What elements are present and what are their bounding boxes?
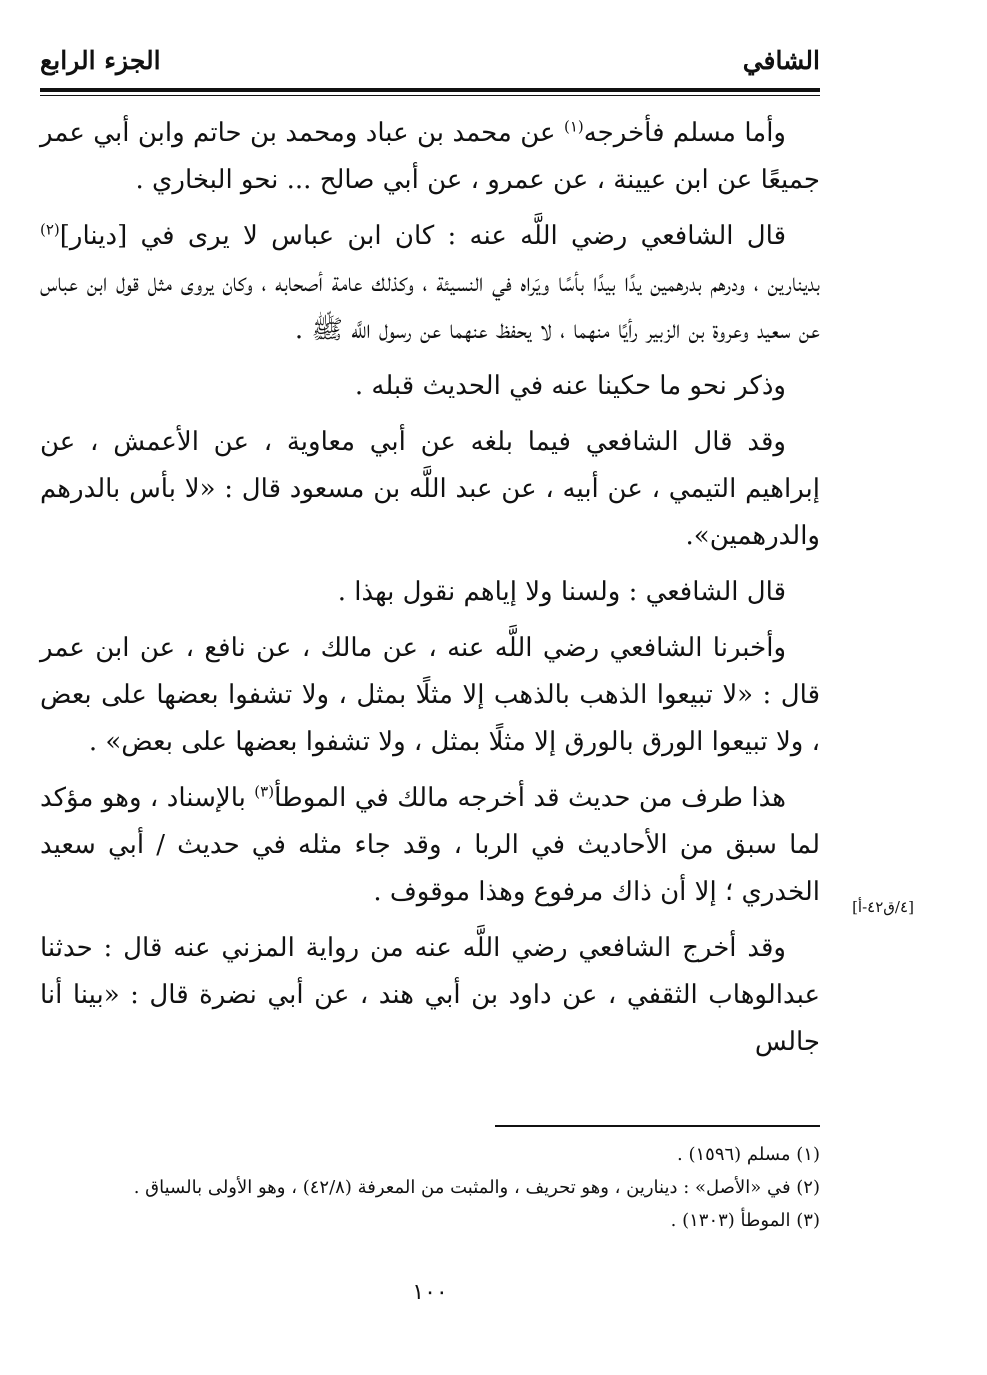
manuscript-folio-note: [٤/ق٤٢-أ] [852,898,914,916]
footnote-ref: (١) [563,117,584,136]
paragraph: وقد أخرج الشافعي رضي اللَّه عنه من رواية المزني عنه قال : حدثنا عبدالوهاب الثقفي ، عن داود بن أبي هند ، عن أبي نضرة قال : «بينا أنا جالس [40,933,820,1057]
footnote: (١) مسلم (١٥٩٦) . [677,1144,820,1165]
paragraph: وأما مسلم فأخرجه$^{(١)}$ عن محمد بن عباد ومحمد بن حاتم وابن أبي عمر جميعًا عن ابن عيينة ، عن عمرو ، عن أبي صالح ... نحو البخاري . [40,117,820,195]
paragraph: قال الشافعي رضي اللَّه عنه : كان ابن عباس لا يرى في [دينار]$^{(٢)}$ بدينارين ، ودرهم بدرهمين يدًا بيدًا بأسًا ويَراه في النسيئة ، وكذلك عامة أصحابه ، وكان يروى مثل قول ابن عباس عن سعيد وعروة بن الزبير رأيًا منهما ، لا يحفظ عنهما عن رسول اللَّه ﷺ . [40,220,820,345]
paragraph: وذكر نحو ما حكينا عنه في الحديث قبله . [354,371,786,401]
footnote: (٢) في «الأصل» : دينارين ، وهو تحريف ، والمثبت من المعرفة (٤٢/٨) ، وهو الأولى بالسياق . [133,1177,820,1198]
header-rule [40,88,820,96]
paragraph: وقد قال الشافعي فيما بلغه عن أبي معاوية ، عن الأعمش ، عن إبراهيم التيمي ، عن أبيه ، عن عبد اللَّه بن مسعود قال : «لا بأس بالدرهم والدرهمين». [40,427,820,551]
running-header [40,40,820,88]
footnote-ref: (٢) [40,220,60,239]
main-text [40,110,820,1075]
footnotes [40,1138,820,1237]
page-number: ١٠٠ [412,1280,448,1305]
paragraph: قال الشافعي : ولسنا ولا إياهم نقول بهذا . [337,577,786,607]
volume-label: الجزء الرابع [40,46,161,75]
footnote: (٣) الموطأ (١٣٠٣) . [670,1210,820,1231]
paragraph: هذا طرف من حديث قد أخرجه مالك في الموطأ$^{(٣)}$ بالإسناد ، وهو مؤكد لما سبق من الأحاديث في الربا ، وقد جاء مثله في حديث / أبي سعيد الخدري ؛ إلا أن ذاك مرفوع وهذا موقوف . [40,782,820,907]
footnote-ref: (٣) [254,782,275,801]
paragraph: وأخبرنا الشافعي رضي اللَّه عنه ، عن مالك ، عن نافع ، عن ابن عمر قال : «لا تبيعوا الذهب بالذهب إلا مثلًا بمثل ، ولا تشفوا بعضها على بعض ، ولا تبيعوا الورق بالورق إلا مثلًا بمثل ، ولا تشفوا بعضها على بعض» . [40,633,820,757]
book-title: الشافي [742,46,820,75]
footnote-rule [495,1125,820,1127]
